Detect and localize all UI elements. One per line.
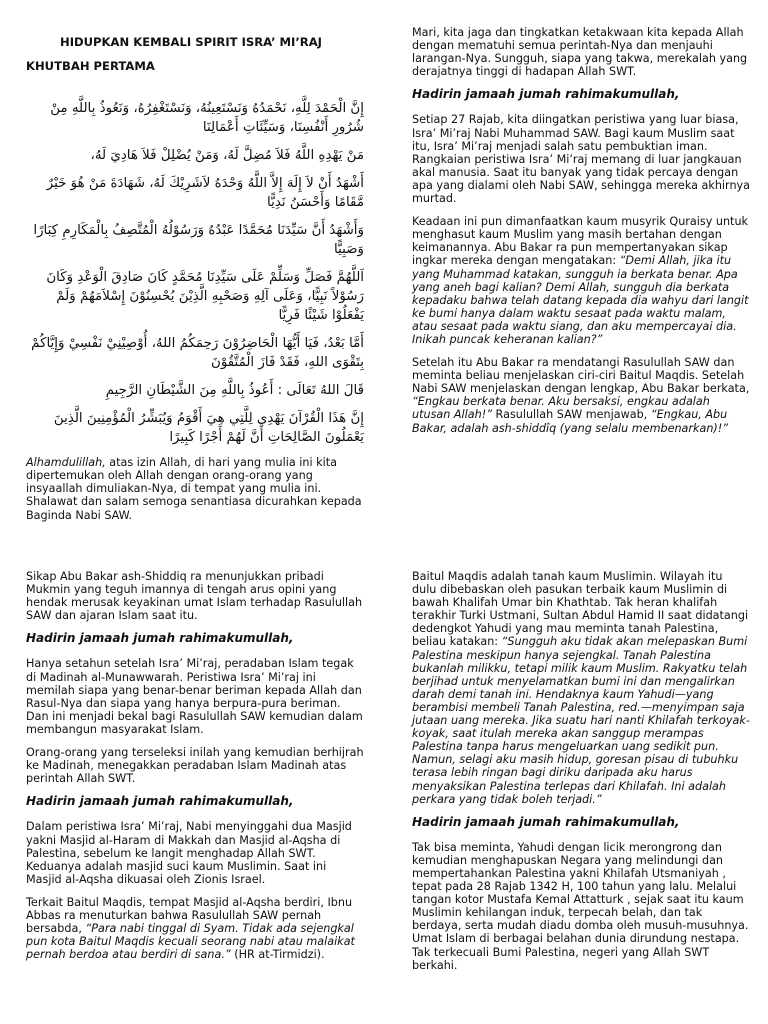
paragraph: Orang-orang yang terseleksi inilah yang kemudian berhijrah ke Madinah, menegakkan peradaban Islam Madinah atas perintah Allah SWT.: [26, 746, 364, 786]
column-bottom-left: [26, 570, 364, 971]
quote-text: “Para nabi tinggal di Syam. Tidak ada sejengkal pun kota Baitul Maqdis kecuali seorang nabi atau malaikat pernah berdoa atau berdiri di sana.”: [26, 922, 355, 962]
arabic-line: وَأَشْهَدُ أَنَّ سَيِّدَنَا مُحَمَّدًا عَبْدُهُ وَرَسُوْلُهُ الْمُتَّصِفُ بِالْمَكَارِمِ كِبَارًا وَصَبِيًّا: [33, 223, 364, 258]
paragraph: Tak bisa meminta, Yahudi dengan licik merongrong dan kemudian menghapuskan Negara yang melindungi dan mempertahankan Palestina yakni Khilafah Utsmaniyah , tepat pada 28 Rajab 1342 H, 100 tahun yang lalu. Melalui tangan kotor Mustafa Kemal Attatturk , sejak saat itu kaum Muslimin kehilangan induk, terpecah belah, dan tak berdaya, serta mudah diadu domba oleh musuh-musuhnya. Umat Islam di berbagai belahan dunia dirundung nestapa. Tak terkecuali Bumi Palestina, negeri yang Allah SWT berkahi.: [412, 840, 749, 972]
text: (HR at-Tirmidzi).: [230, 948, 325, 962]
paragraph: [412, 215, 750, 346]
paragraph: Hanya setahun setelah Isra’ Mi’raj, peradaban Islam tegak di Madinah al-Munawwarah. Peristiwa Isra’ Mi’raj ini memilah siapa yang benar-benar beriman kepada Allah dan Rasul-Nya dan siapa yang hanya berpura-pura beriman. Dan ini menjadi bekal bagi Rasulullah SAW kemudian dalam membangun masyarakat Islam.: [26, 657, 363, 736]
arabic-line: إِنَّ الْحَمْدَ لِلَّهِ، نَحْمَدُهُ وَنَسْتَعِينُهُ، وَنَسْتَغْفِرُهُ، وَنَعُوذُ بِاللَّهِ مِنْ شُرُورِ أَنْفُسِنَا، وَسَيِّئَاتِ أَعْمَالِنَا: [50, 101, 364, 136]
sermon-title: HIDUPKAN KEMBALI SPIRIT ISRA’ MI’RAJ: [60, 35, 322, 49]
paragraph: [26, 896, 364, 961]
arabic-line: إِنَّ هَذَا الْقُرْآنَ يَهْدِي لِلَّتِي هِيَ أَقْوَمُ وَيُبَشِّرُ الْمُؤْمِنِينَ الَّذِينَ يَعْمَلُونَ الصَّالِحَاتِ أَنَّ لَهُمْ أَجْرًا كَبِيرًا: [53, 411, 364, 446]
arabic-line: أَشْهَدُ أَنْ لاَ إِلَهَ إِلاَّ اللَّهُ وَحْدَهُ لاَشَرِيْكَ لَهُ، شَهَادَةَ مَنْ هُوَ خَيْرٌ مَّقَامًا وَأَحْسَنُ نَدِيًّا: [46, 176, 364, 211]
arabic-line: اَللَّهُمَّ فَصَلِّ وَسَلِّمْ عَلَى سَيِّدِنَا مُحَمَّدٍ كَانَ صَادِقَ الْوَعْدِ وَكَانَ رَسُوْلاً نَبِيًّا، وَعَلَى آلِهِ وَصَحْبِهِ الَّذِيْنَ يُحْسِنُوْنَ إِسْلاَمَهُمْ وَلَمْ يَفْعَلُوْا شَيْئًا فَرِيًّا: [46, 270, 364, 324]
quote-text: “Engkau, Abu Bakar, adalah ash-shiddîq (yang selalu membenarkan)!”: [412, 408, 729, 435]
paragraph: Setiap 27 Rajab, kita diingatkan peristiwa yang luar biasa, Isra’ Mi’raj Nabi Muhammad SAW. Bagi kaum Muslim saat itu, Isra’ Mi’raj menjadi salah satu pembuktian iman. Rangkaian peristiwa Isra’ Mi’raj memang di luar jangkauan akal manusia. Saat itu banyak yang tidak percaya dengan apa yang dialami oleh Nabi SAW, sehingga mereka akhirnya murtad.: [412, 113, 751, 206]
arabic-line: أَمَّا بَعْدُ، فَيَا أَيُّهَا الْحَاضِرُوْنَ رَحِمَكُمُ اللهُ، أُوْصِيْنِيْ نَفْسِيْ وَإِيَّاكُمْ بِتَقْوَى اللهِ، فَقَدْ فَازَ الْمُتَّقُوْنَ: [31, 336, 364, 371]
italic-text: Alhamdulillah,: [26, 456, 106, 470]
section-heading: Hadirin jamaah jumah rahimakumullah,: [412, 87, 680, 102]
text: Setelah itu Abu Bakar ra mendatangi Rasulullah SAW dan meminta beliau menjelaskan ciri-ciri Baitul Maqdis. Setelah Nabi SAW menjelaskan dengan lengkap, Abu Bakar berkata,: [412, 356, 750, 396]
quote-text: “Engkau berkata benar. Aku bersaksi, engkau adalah utusan Allah!”: [412, 395, 710, 422]
paragraph: Mari, kita jaga dan tingkatkan ketakwaan kita kepada Allah dengan mematuhi semua perintah-Nya dan menjauhi larangan-Nya. Sungguh, siapa yang takwa, merekalah yang derajatnya tinggi di hadapan Allah SWT.: [412, 26, 748, 79]
column-bottom-right: [412, 570, 750, 982]
quote-text: “Sungguh aku tidak akan melepaskan Bumi Palestina meskipun hanya sejengkal. Tanah Palestina bukanlah milikku, tetapi milik kaum Muslim. Rakyatku telah berjihad untuk menyelamatkan bumi ini dan mengalirkan darah demi tanah ini. Hendaknya kaum Yahudi—yang berambisi membeli Tanah Palestina, red.—menyimpan saja jutaan uang mereka. Jika suatu hari nanti Khilafah terkoyak-koyak, saat itulah mereka akan sanggup merampas Palestina tanpa harus mengeluarkan uang sedikit pun. Namun, selagi aku masih hidup, goresan pisau di tubuhku terasa lebih ringan bagi diriku daripada aku harus menyaksikan Palestina terlepas dari Khilafah. Ini adalah perkara yang tidak boleh terjadi.”: [412, 635, 750, 806]
paragraph: [412, 356, 750, 435]
paragraph: [26, 456, 364, 521]
paragraph: [412, 570, 750, 806]
text: Rasulullah SAW menjawab,: [492, 408, 651, 422]
section-heading: Hadirin jamaah jumah rahimakumullah,: [26, 631, 294, 646]
text: atas izin Allah, di hari yang mulia ini kita dipertemukan oleh Allah dengan orang-orang yang insyaallah dimuliakan-Nya, di tempat yang mulia ini. Shalawat dan salam semoga senantiasa dicurahkan kepada Baginda Nabi SAW.: [26, 456, 362, 522]
text: Terkait Baitul Maqdis, tempat Masjid al-Aqsha berdiri, Ibnu Abbas ra menuturkan bahwa Rasulullah SAW pernah bersabda,: [26, 895, 353, 936]
section-subtitle: KHUTBAH PERTAMA: [26, 59, 155, 74]
arabic-opening: [26, 99, 364, 447]
column-top-left: [26, 36, 364, 532]
section-heading: Hadirin jamaah jumah rahimakumullah,: [412, 814, 680, 829]
paragraph: Sikap Abu Bakar ash-Shiddiq ra menunjukkan pribadi Mukmin yang teguh imannya di tengah arus opini yang hendak merusak keyakinan umat Islam terhadap Rasulullah SAW dan ajaran Islam saat itu.: [26, 570, 363, 623]
text: Keadaan ini pun dimanfaatkan kaum musyrik Quraisy untuk menghasut kaum Muslim yang masih bertahan dengan keimanannya. Abu Bakar ra pun mempertanyakan sikap ingkar mereka dengan mengatakan:: [412, 215, 749, 268]
arabic-line: مَنْ يَهْدِهِ اللَّهُ فَلاَ مُضِلَّ لَهُ، وَمَنْ يُضْلِلْ فَلاَ هَادِيَ لَهُ،: [90, 148, 364, 164]
column-top-right: [412, 26, 750, 445]
section-heading: Hadirin jamaah jumah rahimakumullah,: [26, 794, 294, 809]
text: Baitul Maqdis adalah tanah kaum Muslimin. Wilayah itu dulu dibebaskan oleh pasukan terbaik kaum Muslimin di bawah Khalifah Umar bin Khathtab. Tak heran khalifah terakhir Turki Ustmani, Sultan Abdul Hamid II saat didatangi dedengkot Yahudi yang mau meminta tanah Palestina, beliau katakan:: [412, 570, 749, 649]
quote-text: “Demi Allah, jika itu yang Muhammad katakan, sungguh ia berkata benar. Apa yang aneh bagi kalian? Demi Allah, sungguh dia berkata kepadaku bahwa telah datang kepada dia wahyu dari langit ke bumi hanya dalam waktu sesaat pada waktu malam, atau sesaat pada waktu siang, dan aku mempercayai dia. Inikah puncak keheranan kalian?”: [412, 254, 749, 346]
arabic-line: قَالَ اللهُ تَعَالَى : أَعُوذُ بِاللَّهِ مِنَ الشَّيْطَانِ الرَّجِيمِ: [105, 383, 364, 399]
paragraph: Dalam peristiwa Isra’ Mi’raj, Nabi menyinggahi dua Masjid yakni Masjid al-Haram di Makkah dan Masjid al-Aqsha di Palestina, sebelum ke langit menghadap Allah SWT. Keduanya adalah masjid suci kaum Muslimin. Saat ini Masjid al-Aqsha dikuasai oleh Zionis Israel.: [26, 820, 352, 886]
